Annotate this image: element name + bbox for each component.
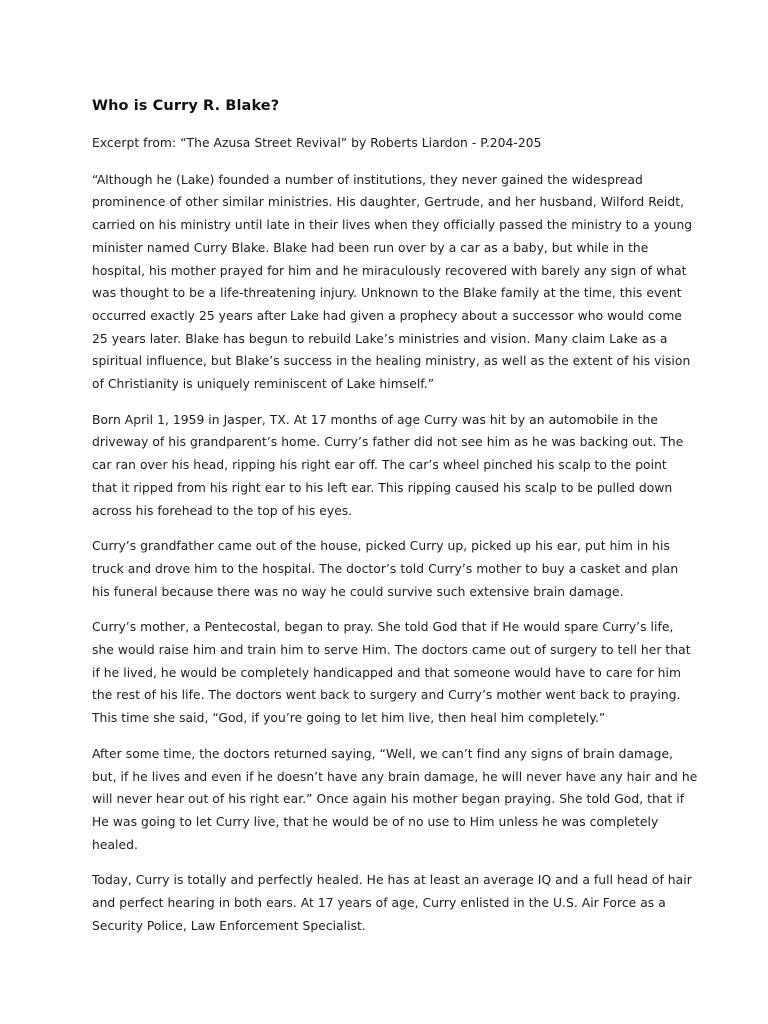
paragraph-line: healed.: [92, 837, 138, 852]
body-paragraph: [92, 169, 693, 396]
document-title: Who is Curry R. Blake?: [92, 98, 280, 114]
paragraph-line: that it ripped from his right ear to his left ear. This ripping caused his scalp to be pulled down: [92, 480, 673, 495]
excerpt-source: Excerpt from: “The Azusa Street Revival” by Roberts Liardon - P.204-205: [92, 136, 542, 150]
paragraph-line: his funeral because there was no way he could survive such extensive brain damage.: [92, 584, 624, 599]
paragraph-line: car ran over his head, ripping his right ear off. The car’s wheel pinched his scalp to the point: [92, 458, 667, 473]
paragraph-line: hospital, his mother prayed for him and he miraculously recovered with barely any sign of what: [92, 263, 687, 278]
paragraph-line: After some time, the doctors returned saying, “Well, we can’t find any signs of brain damage,: [92, 746, 674, 761]
paragraph-line: truck and drove him to the hospital. The doctor’s told Curry’s mother to buy a casket and plan: [92, 561, 679, 576]
body-paragraph: [92, 743, 698, 857]
paragraph-line: Born April 1, 1959 in Jasper, TX. At 17 months of age Curry was hit by an automobile in the: [92, 412, 659, 427]
paragraph-line: Curry’s mother, a Pentecostal, began to pray. She told God that if He would spare Curry’s life,: [92, 620, 674, 635]
paragraph-line: occurred exactly 25 years after Lake had given a prophecy about a successor who would come: [92, 308, 682, 323]
paragraph-line: “Although he (Lake) founded a number of institutions, they never gained the widespread: [92, 172, 643, 187]
paragraph-line: Today, Curry is totally and perfectly healed. He has at least an average IQ and a full head of hair: [92, 873, 692, 888]
paragraph-line: will never hear out of his right ear.” Once again his mother began praying. She told God, that if: [92, 792, 685, 807]
paragraph-line: and perfect hearing in both ears. At 17 years of age, Curry enlisted in the U.S. Air Force as a: [92, 896, 666, 911]
body-paragraph: [92, 616, 691, 730]
paragraph-line: Security Police, Law Enforcement Specialist.: [92, 918, 366, 933]
body-paragraph: [92, 535, 688, 603]
paragraph-line: 25 years later. Blake has begun to rebuild Lake’s ministries and vision. Many claim Lake as a: [92, 331, 668, 346]
paragraph-line: He was going to let Curry live, that he would be of no use to Him unless he was completely: [92, 814, 659, 829]
paragraph-line: This time she said, “God, if you’re going to let him live, then heal him completely.”: [92, 711, 606, 726]
paragraph-line: across his forehead to the top of his eyes.: [92, 503, 353, 518]
paragraph-line: the rest of his life. The doctors went back to surgery and Curry’s mother went back to praying.: [92, 688, 681, 703]
paragraph-line: she would raise him and train him to serve Him. The doctors came out of surgery to tell her that: [92, 643, 691, 658]
paragraph-line: minister named Curry Blake. Blake had been run over by a car as a baby, but while in the: [92, 240, 649, 255]
paragraph-line: of Christianity is uniquely reminiscent of Lake himself.”: [92, 377, 435, 392]
body-paragraph: [92, 409, 688, 523]
paragraph-line: if he lived, he would be completely handicapped and that someone would have to care for him: [92, 665, 681, 680]
paragraph-line: Curry’s grandfather came out of the house, picked Curry up, picked up his ear, put him in his: [92, 539, 670, 554]
body-paragraph: [92, 869, 692, 937]
document-body: [92, 169, 698, 938]
paragraph-line: prominence of other similar ministries. His daughter, Gertrude, and her husband, Wilford Reidt,: [92, 195, 685, 210]
paragraph-line: but, if he lives and even if he doesn’t have any brain damage, he will never have any hair and he: [92, 769, 698, 784]
paragraph-line: was thought to be a life-threatening injury. Unknown to the Blake family at the time, this event: [92, 286, 682, 301]
paragraph-line: carried on his ministry until late in their lives when they officially passed the ministry to a young: [92, 218, 693, 233]
paragraph-line: driveway of his grandparent’s home. Curry’s father did not see him as he was backing out. The: [92, 435, 684, 450]
document-page: [92, 96, 698, 951]
paragraph-line: spiritual influence, but Blake’s success in the healing ministry, as well as the extent of his vision: [92, 354, 691, 369]
